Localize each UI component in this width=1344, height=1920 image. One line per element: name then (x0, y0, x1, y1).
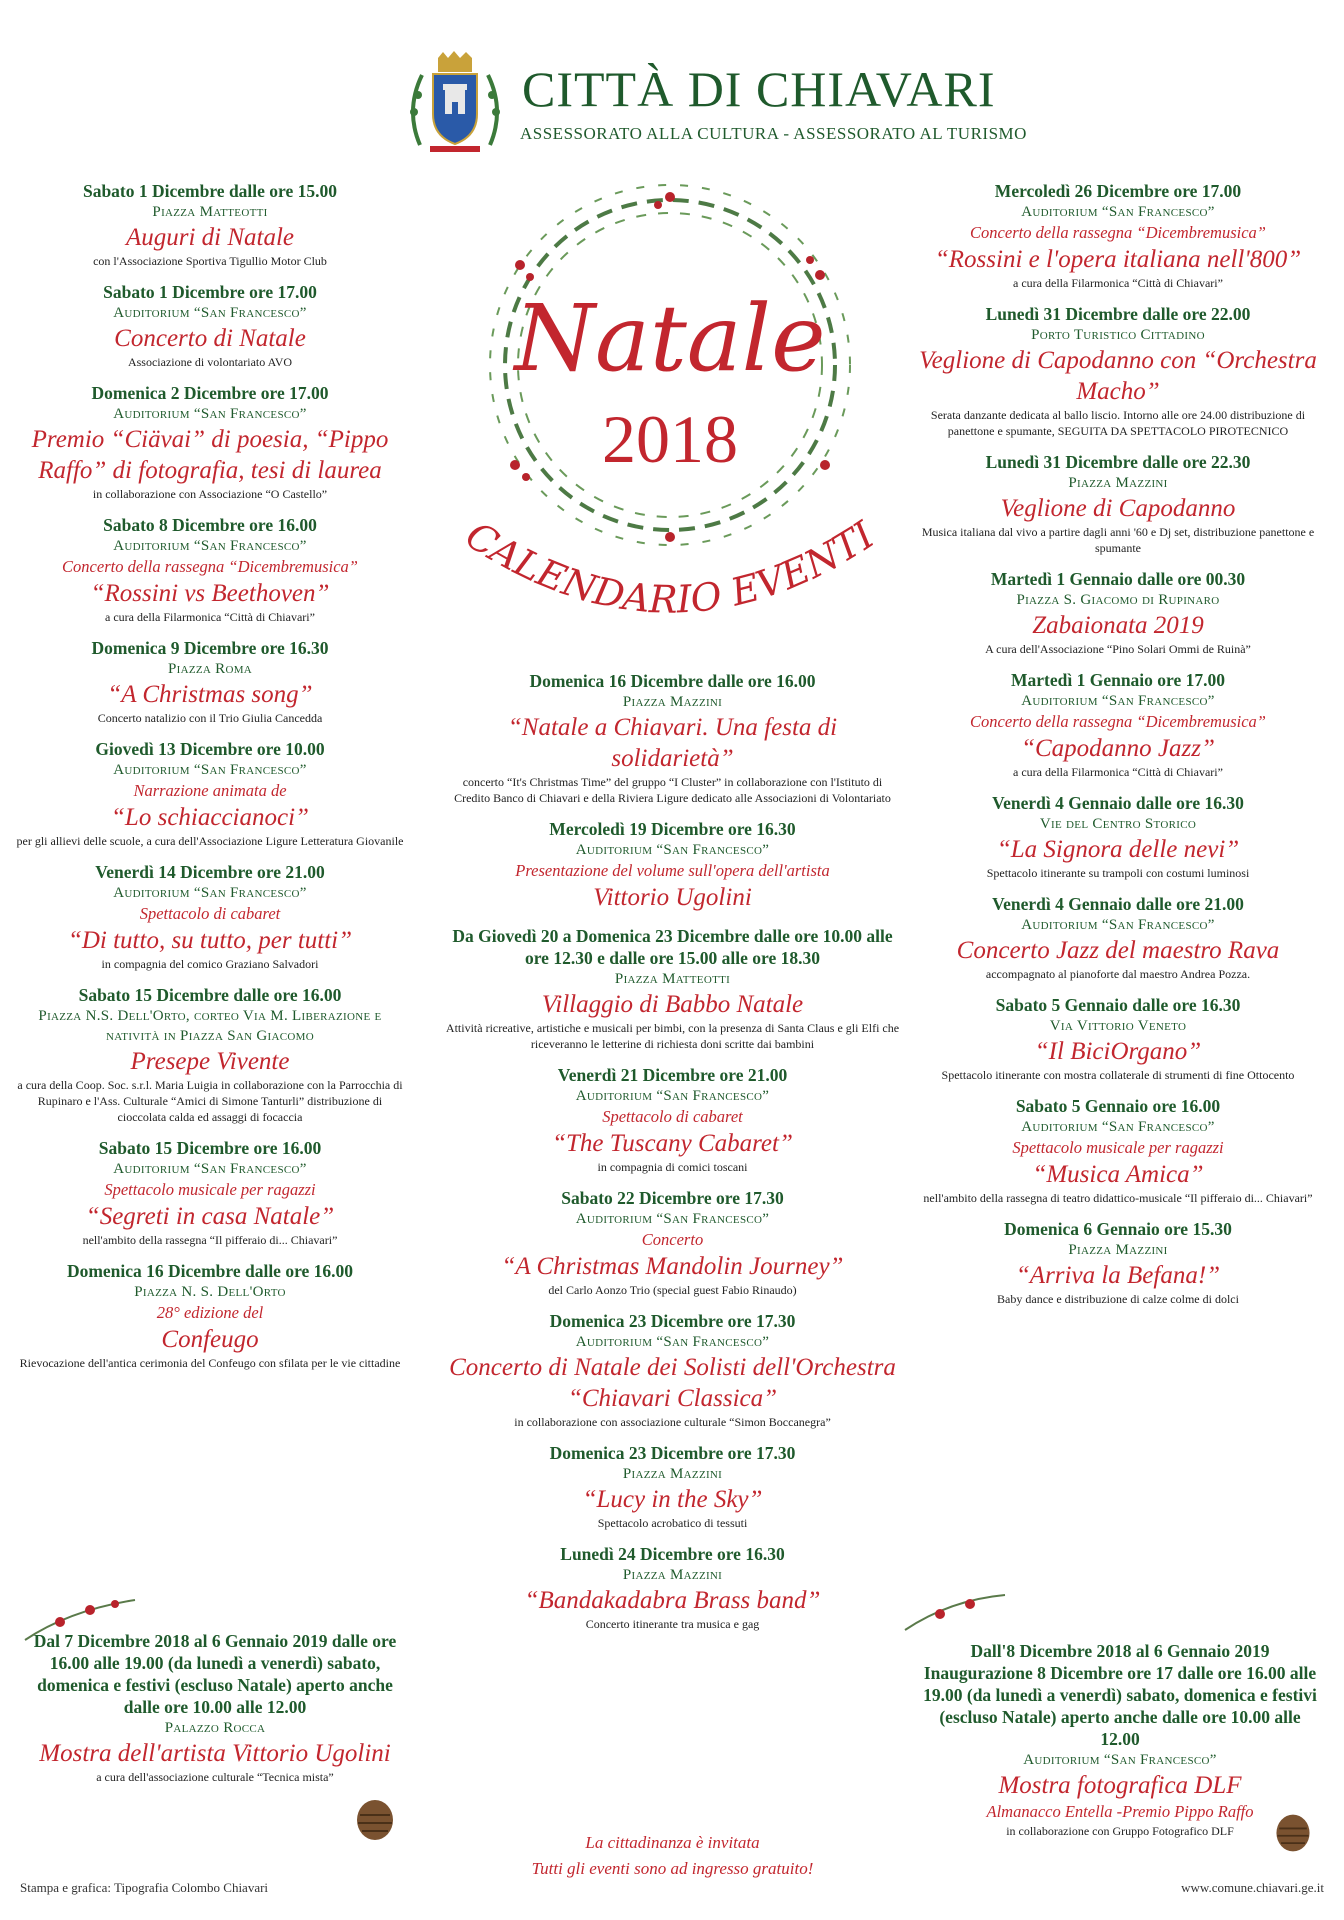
event-place: Auditorium “San Francesco” (113, 406, 307, 422)
event-subtitle: Spettacolo musicale per ragazzi (1012, 1138, 1224, 1157)
event-place: Auditorium “San Francesco” (113, 885, 307, 901)
event-title: Veglione di Capodanno con “Orchestra Macho” (919, 347, 1317, 405)
event-note: nell'ambito della rassegna di teatro didattico-musicale “Il pifferaio di... Chiavari” (923, 1191, 1313, 1205)
calendario-eventi-arc (430, 165, 910, 655)
box-date: Dall'8 Dicembre 2018 al 6 Gennaio 2019 Inaugurazione 8 Dicembre ore 17 dalle ore 16.00 alle 19.00 (da lunedì a venerdì) sabato, domenica e festivi (escluso Natale) aperto anche dalle ore 10.00 alle 12.00 (923, 1641, 1317, 1749)
event-item (15, 382, 405, 502)
event-place: Auditorium “San Francesco” (575, 1211, 770, 1227)
event-title: Concerto di Natale dei Solisti dell'Orchestra “Chiavari Classica” (449, 1354, 896, 1412)
event-note: Concerto itinerante tra musica e gag (585, 1617, 760, 1631)
event-place: Auditorium “San Francesco” (1021, 917, 1215, 933)
event-subtitle: Concerto della rassegna “Dicembremusica” (62, 557, 358, 576)
event-title: Villaggio di Babbo Natale (541, 991, 804, 1018)
year-heading: 2018 (602, 401, 738, 477)
event-date: Sabato 22 Dicembre ore 17.30 (561, 1188, 784, 1208)
event-note: con l'Associazione Sportiva Tigullio Motor Club (93, 254, 327, 268)
box-place: Auditorium “San Francesco” (1023, 1752, 1217, 1768)
event-note: Rievocazione dell'antica cerimonia del Confeugo con sfilata per le vie cittadine (19, 1356, 401, 1370)
right-column (908, 180, 1328, 1319)
event-note: a cura della Coop. Soc. s.r.l. Maria Luigia in collaborazione con la Parrocchia di Rupinaro e l'Ass. Culturale “Amici di Simone Tanturli” distribuzione di cioccolata calda ed assaggi di focaccia (17, 1078, 403, 1124)
event-title: Confeugo (161, 1326, 259, 1353)
event-subtitle: 28° edizione del (156, 1303, 264, 1322)
event-title: Concerto Jazz del maestro Rava (956, 937, 1280, 964)
event-item (908, 669, 1328, 780)
event-item (908, 994, 1328, 1083)
event-note: in collaborazione con associazione culturale “Simon Boccanegra” (514, 1415, 831, 1429)
event-note: Spettacolo itinerante su trampoli con costumi luminosi (986, 866, 1250, 880)
event-date: Venerdì 4 Gennaio dalle ore 16.30 (992, 793, 1244, 813)
event-place: Auditorium “San Francesco” (575, 1088, 770, 1104)
event-date: Domenica 9 Dicembre ore 16.30 (91, 638, 329, 658)
pinecone-icon (350, 1795, 400, 1845)
event-subtitle: Spettacolo di cabaret (139, 904, 281, 923)
event-place: Auditorium “San Francesco” (575, 1334, 770, 1350)
event-note: Concerto natalizio con il Trio Giulia Cancedda (97, 711, 323, 725)
event-note: per gli allievi delle scuole, a cura dell'Associazione Ligure Letteratura Giovanile (16, 834, 404, 848)
event-place: Piazza Mazzini (622, 1466, 723, 1482)
event-item (15, 514, 405, 625)
event-title: Premio “Ciävai” di poesia, “Pippo Raffo” di fotografia, tesi di laurea (31, 426, 389, 484)
event-date: Venerdì 21 Dicembre ore 21.00 (557, 1065, 788, 1085)
box-place: Palazzo Rocca (164, 1720, 266, 1736)
event-date: Lunedì 24 Dicembre ore 16.30 (560, 1544, 785, 1564)
event-note: Spettacolo acrobatico di tessuti (597, 1516, 748, 1530)
event-title: “Arriva la Befana!” (1015, 1262, 1221, 1289)
event-place: Piazza Mazzini (1068, 1242, 1168, 1258)
event-note: in compagnia del comico Graziano Salvadori (101, 957, 319, 971)
event-place: Piazza S. Giacomo di Rupinaro (1016, 592, 1220, 608)
event-note: Musica italiana dal vivo a partire dagli anni '60 e Dj set, distribuzione panettone e spumante (921, 525, 1315, 555)
event-date: Sabato 15 Dicembre dalle ore 16.00 (78, 985, 342, 1005)
event-date: Sabato 5 Gennaio ore 16.00 (1015, 1096, 1221, 1116)
printer-credit: Stampa e grafica: Tipografia Colombo Chiavari (20, 1880, 269, 1895)
event-item (15, 281, 405, 370)
city-subtitle: ASSESSORATO ALLA CULTURA - ASSESSORATO AL TURISMO (520, 124, 1027, 143)
event-place: Auditorium “San Francesco” (1021, 1119, 1215, 1135)
event-place: Piazza Matteotti (152, 204, 268, 220)
berry-branch-icon (900, 1590, 1010, 1640)
event-place: Piazza Roma (167, 661, 253, 677)
event-place: Auditorium “San Francesco” (113, 762, 307, 778)
event-date: Lunedì 31 Dicembre dalle ore 22.30 (985, 452, 1251, 472)
event-title: “A Christmas Mandolin Journey” (501, 1253, 844, 1280)
event-item (445, 670, 900, 806)
event-place: Piazza Mazzini (1068, 475, 1168, 491)
event-item (15, 984, 405, 1125)
city-title: CITTÀ DI CHIAVARI (522, 61, 996, 117)
event-note: a cura della Filarmonica “Città di Chiavari” (105, 610, 315, 624)
box-title: Mostra dell'artista Vittorio Ugolini (39, 1740, 391, 1767)
event-place: Porto Turistico Cittadino (1031, 327, 1205, 343)
event-place: Piazza N.S. Dell'Orto, corteo Via M. Liberazione e natività in Piazza San Giacomo (38, 1008, 382, 1044)
event-date: Domenica 23 Dicembre ore 17.30 (549, 1311, 796, 1331)
event-date: Giovedì 13 Dicembre ore 10.00 (95, 739, 325, 759)
event-item (15, 861, 405, 972)
event-title: “Rossini e l'opera italiana nell'800” (934, 246, 1302, 273)
event-date: Martedì 1 Gennaio dalle ore 00.30 (990, 569, 1246, 589)
event-title: Zabaionata 2019 (1032, 612, 1204, 639)
event-title: “Bandakadabra Brass band” (524, 1587, 821, 1614)
event-title: Auguri di Natale (125, 224, 295, 251)
event-place: Piazza Matteotti (614, 971, 731, 987)
event-note: Serata danzante dedicata al ballo liscio. Intorno alle ore 24.00 distribuzione di panettone e spumante, SEGUITA DA SPETTACOLO PIROTECNICO (930, 408, 1306, 438)
event-item (908, 303, 1328, 439)
event-item (15, 1137, 405, 1248)
calendario-eventi-text: CALENDARIO EVENTI (458, 512, 882, 622)
event-date: Mercoledì 26 Dicembre ore 17.00 (994, 181, 1242, 201)
event-item (15, 637, 405, 726)
event-date: Lunedì 31 Dicembre dalle ore 22.00 (985, 304, 1251, 324)
invite-line-2: Tutti gli eventi sono ad ingresso gratuito! (531, 1859, 814, 1878)
event-item (445, 1543, 900, 1632)
website-link[interactable]: www.comune.chiavari.ge.it (1181, 1880, 1324, 1895)
box-date: Dal 7 Dicembre 2018 al 6 Gennaio 2019 dalle ore 16.00 alle 19.00 (da lunedì a venerdì) sabato, domenica e festivi (escluso Natale) aperto anche dalle ore 10.00 alle 12.00 (33, 1631, 397, 1717)
event-item (908, 792, 1328, 881)
event-note: in collaborazione con Associazione “O Castello” (92, 487, 328, 501)
event-date: Sabato 1 Dicembre ore 17.00 (103, 282, 317, 302)
event-title: “A Christmas song” (107, 681, 313, 708)
event-subtitle: Concerto della rassegna “Dicembremusica” (970, 223, 1266, 242)
event-note: concerto “It's Christmas Time” del gruppo “I Cluster” in collaborazione con l'Istituto di Credito Banco di Chiavari e della Riviera Ligure dedicato alle Associazioni di Volontariato (454, 775, 891, 805)
event-place: Piazza N. S. Dell'Orto (134, 1284, 286, 1300)
event-subtitle: Concerto (641, 1230, 704, 1249)
event-title: “Musica Amica” (1032, 1161, 1204, 1188)
event-note: Associazione di volontariato AVO (127, 355, 293, 369)
event-note: a cura della Filarmonica “Città di Chiavari” (1013, 276, 1223, 290)
berry-branch-icon (20, 1590, 140, 1650)
event-date: Da Giovedì 20 a Domenica 23 Dicembre dalle ore 10.00 alle ore 12.30 e dalle ore 15.00 alle ore 18.30 (452, 926, 893, 968)
natale-wreath (430, 165, 910, 655)
box-note: a cura dell'associazione culturale “Tecnica mista” (96, 1770, 334, 1784)
event-item (908, 1218, 1328, 1307)
event-date: Domenica 2 Dicembre ore 17.00 (91, 383, 329, 403)
event-date: Domenica 6 Gennaio ore 15.30 (1004, 1219, 1232, 1239)
box-title: Mostra fotografica DLF (998, 1772, 1242, 1799)
event-subtitle: Concerto della rassegna “Dicembremusica” (970, 712, 1266, 731)
event-date: Mercoledì 19 Dicembre ore 16.30 (549, 819, 796, 839)
event-note: A cura dell'Associazione “Pino Solari Ommi de Ruinà” (985, 642, 1251, 656)
event-place: Piazza Mazzini (622, 694, 723, 710)
event-item (445, 1310, 900, 1430)
event-item (908, 568, 1328, 657)
event-title: “Capodanno Jazz” (1021, 735, 1215, 762)
middle-column (445, 670, 900, 1644)
event-note: a cura della Filarmonica “Città di Chiavari” (1013, 765, 1223, 779)
event-item (445, 1187, 900, 1298)
event-note: accompagnato al pianoforte dal maestro Andrea Pozza. (985, 967, 1251, 981)
event-date: Domenica 23 Dicembre ore 17.30 (549, 1443, 796, 1463)
event-place: Piazza Mazzini (622, 1567, 723, 1583)
event-item (15, 1260, 405, 1371)
event-date: Venerdì 4 Gennaio dalle ore 21.00 (992, 894, 1244, 914)
invitation (445, 1830, 900, 1882)
event-place: Auditorium “San Francesco” (575, 842, 770, 858)
event-title: “Natale a Chiavari. Una festa di solidarietà” (507, 714, 838, 772)
event-date: Domenica 16 Dicembre dalle ore 16.00 (66, 1261, 354, 1281)
event-date: Sabato 8 Dicembre ore 16.00 (103, 515, 317, 535)
event-item (15, 738, 405, 849)
natale-heading: Natale (514, 285, 826, 392)
event-note: Spettacolo itinerante con mostra collaterale di strumenti di fine Ottocento (941, 1068, 1295, 1082)
event-item (908, 451, 1328, 556)
event-title: Vittorio Ugolini (593, 884, 752, 911)
event-title: Presepe Vivente (130, 1048, 290, 1075)
event-date: Sabato 1 Dicembre dalle ore 15.00 (82, 181, 338, 201)
event-place: Auditorium “San Francesco” (113, 538, 307, 554)
header (0, 50, 1344, 160)
event-item (445, 818, 900, 913)
event-subtitle: Spettacolo musicale per ragazzi (104, 1180, 316, 1199)
left-column (15, 180, 405, 1383)
event-subtitle: Presentazione del volume sull'opera dell'artista (515, 861, 830, 880)
event-item (15, 180, 405, 269)
event-title: “Di tutto, su tutto, per tutti” (67, 927, 353, 954)
event-date: Sabato 5 Gennaio dalle ore 16.30 (995, 995, 1241, 1015)
event-item (445, 1064, 900, 1175)
box-sub: Almanacco Entella -Premio Pippo Raffo (986, 1802, 1254, 1821)
event-title: “The Tuscany Cabaret” (552, 1130, 793, 1157)
event-title: Concerto di Natale (114, 325, 306, 352)
event-place: Auditorium “San Francesco” (113, 305, 307, 321)
event-note: nell'ambito della rassegna “Il pifferaio di... Chiavari” (82, 1233, 338, 1247)
event-note: Baby dance e distribuzione di calze colme di dolci (997, 1292, 1239, 1306)
event-date: Martedì 1 Gennaio ore 17.00 (1010, 670, 1226, 690)
event-note: Attività ricreative, artistiche e musicali per bimbi, con la presenza di Santa Claus e gli Elfi che riceveranno le letterine di richiesta doni scritte dai bambini (445, 1021, 900, 1051)
event-note: del Carlo Aonzo Trio (special guest Fabio Rinaudo) (548, 1283, 797, 1297)
invite-line-1: La cittadinanza è invitata (585, 1833, 760, 1852)
mostra-dlf-box (920, 1640, 1320, 1839)
event-place: Auditorium “San Francesco” (1021, 693, 1215, 709)
event-title: “Lucy in the Sky” (582, 1486, 763, 1513)
svg-text:CALENDARIO EVENTI (458, 512, 883, 621)
event-title: “Rossini vs Beethoven” (90, 580, 330, 607)
pinecone-icon (1270, 1810, 1316, 1856)
box-note: in collaborazione con Gruppo Fotografico DLF (1006, 1824, 1234, 1838)
event-title: “La Signora delle nevi” (996, 836, 1240, 863)
event-date: Venerdì 14 Dicembre ore 21.00 (95, 862, 325, 882)
event-item (445, 925, 900, 1052)
event-title: “Lo schiaccianoci” (111, 804, 309, 831)
event-subtitle: Narrazione animata de (133, 781, 287, 800)
event-place: Via Vittorio Veneto (1049, 1018, 1187, 1034)
event-title: Veglione di Capodanno (1000, 495, 1236, 522)
event-place: Auditorium “San Francesco” (1021, 204, 1215, 220)
event-place: Auditorium “San Francesco” (113, 1161, 307, 1177)
event-subtitle: Spettacolo di cabaret (602, 1107, 743, 1126)
event-note: in compagnia di comici toscani (597, 1160, 748, 1174)
event-title: “Segreti in casa Natale” (85, 1203, 335, 1230)
event-place: Vie del Centro Storico (1039, 816, 1197, 832)
event-title: “Il BiciOrgano” (1034, 1038, 1202, 1065)
event-item (908, 1095, 1328, 1206)
event-item (908, 893, 1328, 982)
event-date: Domenica 16 Dicembre dalle ore 16.00 (529, 671, 816, 691)
event-item (908, 180, 1328, 291)
mostra-ugolini-box (20, 1630, 410, 1785)
event-item (445, 1442, 900, 1531)
city-crest-icon (400, 50, 510, 160)
event-date: Sabato 15 Dicembre ore 16.00 (98, 1138, 322, 1158)
